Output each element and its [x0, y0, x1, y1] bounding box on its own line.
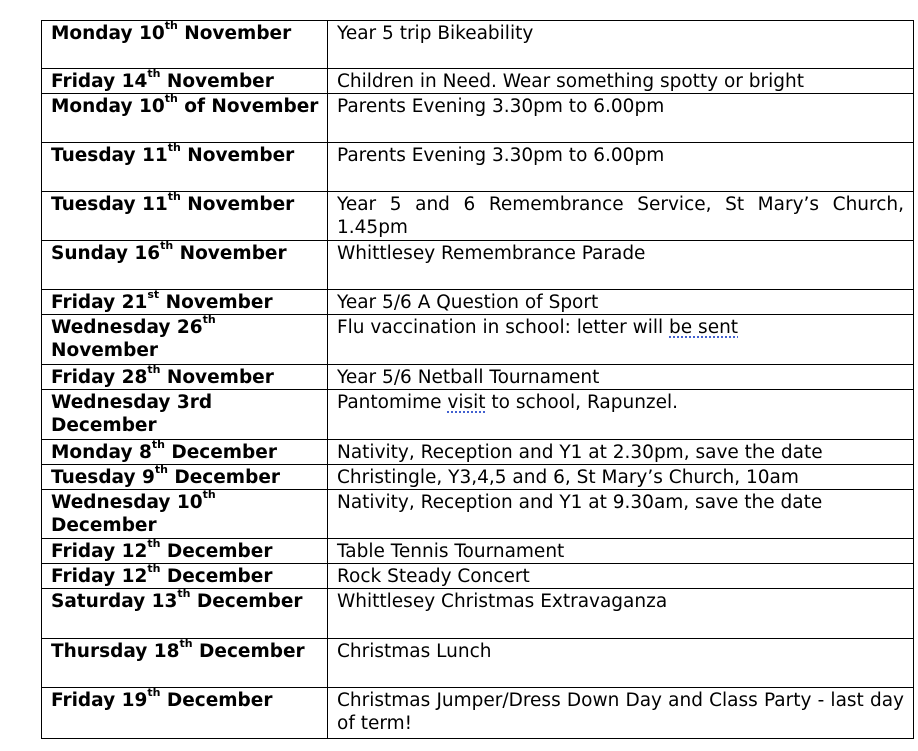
event-description: Christingle, Y3,4,5 and 6, St Mary’s Church, 10am: [328, 465, 914, 490]
event-date-ordinal: th: [167, 140, 181, 154]
event-date: [42, 636, 328, 688]
table-row: [42, 390, 914, 440]
event-date-month: November: [160, 71, 274, 92]
event-description: [328, 390, 914, 440]
event-date-day: Tuesday 11: [51, 194, 168, 215]
event-date: [42, 561, 328, 589]
event-date-month: November: [180, 145, 295, 166]
event-date: [42, 487, 328, 539]
event-date-month: December: [190, 591, 303, 612]
event-date-day: Friday 28: [51, 367, 148, 388]
event-description-flagged-word: be sent: [669, 317, 739, 338]
event-description: Year 5/6 Netball Tournament: [328, 365, 914, 390]
event-date-month: December: [160, 541, 273, 562]
event-date: [42, 437, 328, 465]
table-row: [42, 465, 914, 490]
event-date: [42, 91, 328, 143]
event-description: Whittlesey Remembrance Parade: [328, 241, 914, 290]
event-date: [42, 287, 328, 315]
event-description: [328, 315, 914, 365]
event-date-day: Monday 8: [51, 442, 152, 463]
table-row: [42, 192, 914, 241]
event-date-month: November: [160, 367, 274, 388]
event-date-ordinal: th: [160, 238, 174, 252]
event-date: [42, 189, 328, 241]
event-description: Parents Evening 3.30pm to 6.00pm: [328, 143, 914, 192]
event-date-day: Thursday 18: [51, 641, 180, 662]
events-table: [41, 20, 914, 739]
event-date: [42, 140, 328, 192]
event-date-month: November: [173, 243, 287, 264]
table-row: [42, 241, 914, 290]
event-date: [42, 66, 328, 94]
table-row: [42, 440, 914, 465]
event-date-day: Wednesday 26: [51, 317, 203, 338]
event-description: Nativity, Reception and Y1 at 2.30pm, save the date: [328, 440, 914, 465]
event-date-ordinal: th: [164, 91, 178, 105]
event-description: Children in Need. Wear something spotty or bright: [328, 69, 914, 94]
event-date-day: Saturday 13: [51, 591, 178, 612]
event-description: Table Tennis Tournament: [328, 539, 914, 564]
event-date-day: Tuesday 11: [51, 145, 168, 166]
event-date-month: of November: [177, 96, 319, 117]
event-date-day: Monday 10: [51, 23, 165, 44]
event-date-month: November: [159, 292, 273, 313]
table-row: [42, 639, 914, 688]
event-description-text: Flu vaccination in school: letter will: [337, 317, 670, 338]
event-date-day: Wednesday 10: [51, 492, 203, 513]
event-date-ordinal: th: [147, 685, 161, 699]
event-date-month: December: [164, 442, 277, 463]
table-row: [42, 490, 914, 539]
event-date: [42, 586, 328, 639]
event-description: Rock Steady Concert: [328, 564, 914, 589]
event-description: Parents Evening 3.30pm to 6.00pm: [328, 94, 914, 143]
event-description: Year 5 and 6 Remembrance Service, St Mary’s Church, 1.45pm: [328, 192, 914, 241]
event-date-month: December: [160, 690, 273, 711]
table-row: [42, 589, 914, 639]
event-date-day: Friday 14: [51, 71, 148, 92]
table-row: [42, 688, 914, 739]
event-date-day: Sunday 16: [51, 243, 161, 264]
event-description-flagged-word: visit: [447, 392, 486, 413]
event-date: [42, 312, 328, 365]
event-date-day: Monday 10: [51, 96, 165, 117]
event-date-ordinal: th: [147, 536, 161, 550]
event-date-ordinal: th: [147, 66, 161, 80]
event-description: Whittlesey Christmas Extravaganza: [328, 589, 914, 639]
event-date: [42, 462, 328, 490]
event-date: [42, 362, 328, 390]
event-date-month: December: [192, 641, 305, 662]
event-date-day: Tuesday 9: [51, 467, 155, 488]
events-table-body: [42, 18, 914, 739]
event-date: [42, 238, 328, 290]
event-date-month: November: [177, 23, 292, 44]
event-description: Year 5/6 A Question of Sport: [328, 290, 914, 315]
event-description: Christmas Lunch: [328, 639, 914, 688]
event-date-ordinal: th: [147, 362, 161, 376]
table-row: [42, 564, 914, 589]
event-date-day: Friday 21: [51, 292, 148, 313]
event-description-text: Pantomime: [337, 392, 448, 413]
event-date-ordinal: th: [151, 437, 165, 451]
event-date: [42, 390, 328, 440]
event-description: Year 5 trip Bikeability: [328, 21, 914, 69]
event-date-ordinal: th: [202, 487, 216, 501]
event-date-month: December: [167, 467, 281, 488]
event-date-month: December: [160, 566, 273, 587]
event-date: [42, 536, 328, 564]
event-date-ordinal: th: [147, 561, 161, 575]
event-date-day: Friday 12: [51, 566, 148, 587]
event-date: [42, 685, 328, 739]
event-date-day: Wednesday 3rd December: [51, 392, 213, 436]
event-date-ordinal: th: [167, 189, 181, 203]
event-date-month: November: [51, 340, 158, 361]
event-date-ordinal: th: [179, 636, 193, 650]
event-date: [42, 18, 328, 69]
event-date-month: December: [51, 515, 157, 536]
event-description: Christmas Jumper/Dress Down Day and Class Party - last day of term!: [328, 688, 914, 739]
event-date-ordinal: th: [202, 312, 216, 326]
table-row: [42, 21, 914, 69]
event-date-day: Friday 12: [51, 541, 148, 562]
event-date-ordinal: st: [147, 287, 160, 301]
table-row: [42, 315, 914, 365]
table-row: [42, 539, 914, 564]
table-row: [42, 365, 914, 390]
table-row: [42, 69, 914, 94]
table-row: [42, 290, 914, 315]
table-row: [42, 143, 914, 192]
event-description: Nativity, Reception and Y1 at 9.30am, save the date: [328, 490, 914, 539]
table-row: [42, 94, 914, 143]
event-date-month: November: [180, 194, 295, 215]
event-date-day: Friday 19: [51, 690, 148, 711]
event-date-ordinal: th: [177, 586, 191, 600]
event-date-ordinal: th: [154, 462, 168, 476]
event-date-ordinal: th: [164, 18, 178, 32]
event-description-text: to school, Rapunzel.: [485, 392, 679, 413]
